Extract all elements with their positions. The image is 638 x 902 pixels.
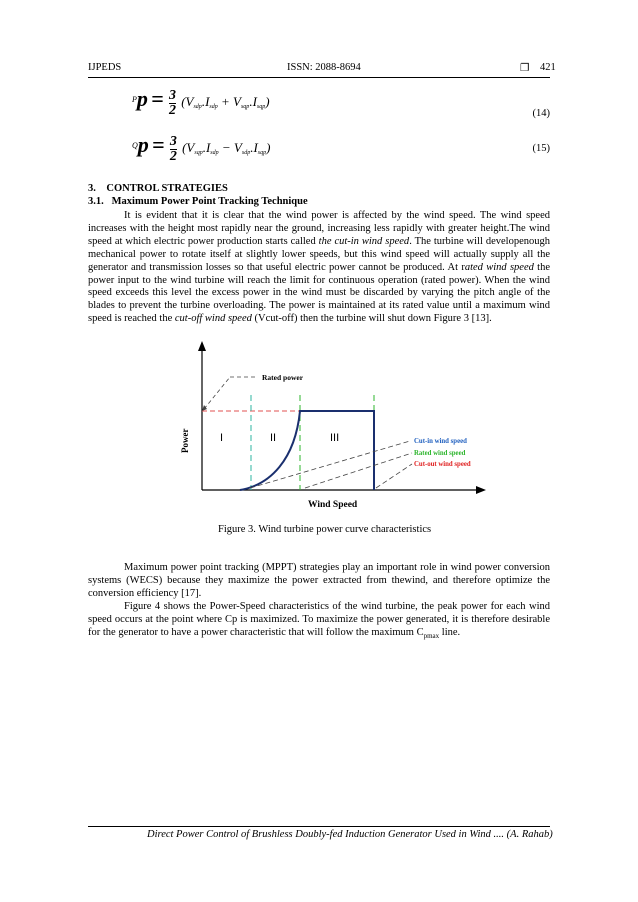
equation-number: (14)	[532, 108, 550, 119]
paragraph-cut-in: It is evident that it is clear that the wind power is affected by the wind speed. The wind speed increases with the height most rapidly near the ground, increasing less rapidly with greater height.The wind speed at which electric power production starts called the cut-in wind speed. The turbine will developenough mechanical power to rotate itself at slightly lower speeds, but this wind speed will actually supply all the generator and transmission losses so that useful electric power cannot be produced. At rated wind speed the power input to the wind turbine will reach the limit for continuous operation (rated power). When the wind speed exceeds this level the excess power in the wind must be discarded by varying the pitch angle of the blades to prevent the turbine overloading. The power is maintained at its rated value until a maximum wind speed is reached the cut-off wind speed (Vcut-off) then the turbine will shut down Figure 3 [13].	[88, 210, 551, 325]
wind-power-curve-figure	[160, 335, 500, 515]
equation-body: $(V_{sdp}.I_{sdp} + V_{sqp}.I_{sqp})$	[181, 94, 270, 110]
x-axis-label: Wind Speed	[308, 500, 358, 510]
equation-15: $^Q$p = $\frac{3}{2}$ $(V_{sqp}.I_{sdp} - V_{sdp}.I_{sqp})$	[132, 132, 271, 164]
equation-fraction: $\frac{3}{2}$	[168, 87, 176, 118]
equation-lhs: p	[136, 86, 148, 111]
subsection-heading: 3.1. Maximum Power Point Tracking Technique	[88, 196, 308, 207]
power-curve	[240, 411, 374, 490]
checkbox-icon: ❐	[520, 63, 530, 74]
footer-text: Direct Power Control of Brushless Doubly-fed Induction Generator Used in Wind .... (A. Rahab)	[147, 829, 553, 840]
equation-14: $^P$p = $\frac{3}{2}$ $(V_{sdp}.I_{sdp} + V_{sqp}.I_{sqp})$	[132, 86, 270, 118]
section-heading: 3. CONTROL STRATEGIES	[88, 183, 228, 194]
header-rule	[88, 77, 550, 78]
page-number: 421	[540, 62, 556, 73]
rated-power-label: Rated power	[262, 373, 304, 382]
region-label: II	[270, 432, 277, 444]
region-label: III	[330, 432, 340, 444]
equation-lhs: p	[137, 132, 149, 157]
equation-lhs-prefix: Q	[132, 141, 138, 150]
footer-rule	[88, 826, 550, 827]
legend-cut-out: Cut-out wind speed	[414, 461, 471, 468]
equation-body: $(V_{sqp}.I_{sdp} - V_{sdp}.I_{sqp})$	[182, 140, 271, 156]
legend-rated: Rated wind speed	[414, 450, 466, 457]
equation-lhs-prefix: P	[132, 95, 137, 104]
journal-name: IJPEDS	[88, 62, 122, 73]
region-label: I	[220, 432, 224, 444]
paragraph-figure4: Figure 4 shows the Power-Speed characteristics of the wind turbine, the peak power for each wind speed occurs at the point where Cp is maximized. To maximize the power generated, it is therefore desirable for the generator to have a power characteristic that will follow the maximum $C_{pmax}$ line.	[88, 601, 550, 640]
legend-cut-in: Cut-in wind speed	[414, 438, 467, 445]
equation-fraction: $\frac{3}{2}$	[169, 133, 177, 164]
paragraph-mppt: Maximum power point tracking (MPPT) strategies play an important role in wind power conversion systems (WECS) because they maximize the power extracted from thewind, and therefore optimize the conversion efficiency [17].	[88, 562, 550, 599]
figure-caption: Figure 3. Wind turbine power curve characteristics	[218, 524, 432, 535]
equation-number: (15)	[532, 143, 550, 154]
issn: ISSN: 2088-8694	[287, 62, 361, 73]
y-axis-label: Power	[180, 428, 190, 453]
